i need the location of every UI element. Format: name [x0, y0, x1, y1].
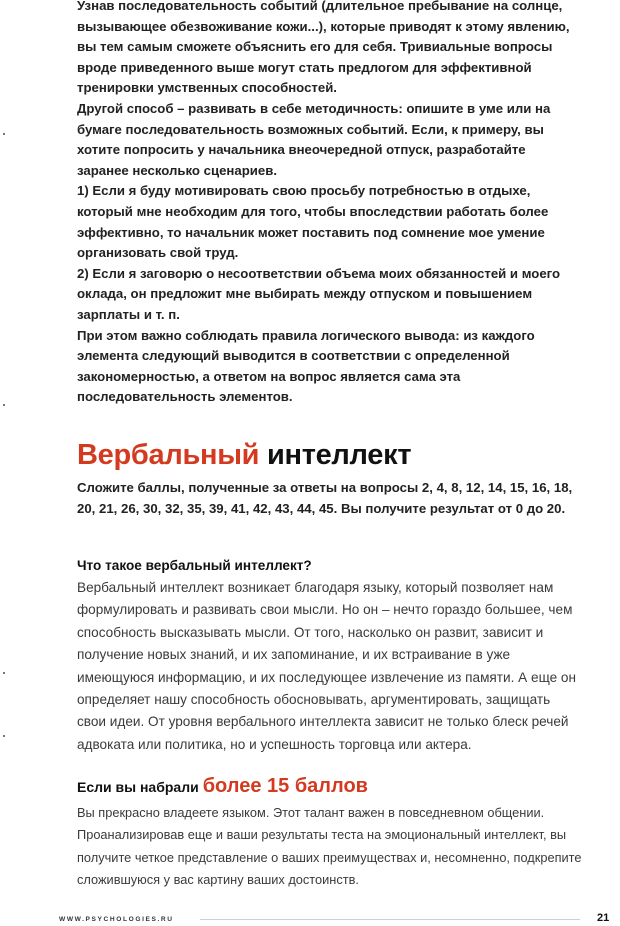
section-title-rest: интеллект: [266, 439, 412, 471]
intro-paragraph: Другой способ – развивать в себе методичность: опишите в уме или на бумаге последовательность возможных событий. Если, к примеру, вы хотите попросить у начальника внеочередной отпуск, разработайте заранее несколько сценариев.: [77, 100, 551, 178]
intro-paragraph: 2) Если я заговорю о несоответствии объема моих обязанностей и моего оклада, он предложит мне выбирать между отпуском и повышением зарплаты и т. п.: [77, 265, 561, 322]
margin-mark: [3, 404, 5, 406]
section-body: Вербальный интеллект возникает благодаря языку, который позволяет нам формулировать и развивать свои мысли. Но он – нечто гораздо большее, чем способность высказывать мысли. От того, насколько он развит, зависит и получение новых знаний, и их запоминание, и их встраивание в уже имеющуюся информацию, и их последующее извлечение из памяти. А еще он определяет нашу способность обосновывать, аргументировать, защищать свои идеи. От уровня вербального интеллекта зависит не только блеск речей адвоката или политика, но и успешность торговца или актера.: [77, 580, 576, 752]
section-title: [77, 437, 411, 473]
page-number: 21: [597, 912, 610, 924]
section-title-accent: Вербальный: [77, 439, 260, 471]
margin-mark: [3, 735, 5, 737]
footer-rule: [200, 919, 580, 920]
score-heading-accent: более 15 баллов: [202, 775, 368, 797]
question-heading: Что такое вербальный интеллект?: [77, 558, 312, 573]
intro-paragraph: При этом важно соблюдать правила логического вывода: из каждого элемента следующий выводится в соответствии с определенной закономерностью, а ответом на вопрос является сама эта последовательность элементов.: [77, 327, 535, 405]
intro-text: [77, 0, 577, 408]
intro-paragraph: Узнав последовательность событий (длительное пребывание на солнце, вызывающее обезвоживание кожи...), которые приводят к этому явлению, вы тем самым сможете объяснить его для себя. Тривиальные вопросы вроде приведенного выше могут стать предлогом для эффективной тренировки умственных способностей.: [77, 0, 570, 96]
score-heading: [77, 775, 368, 798]
margin-mark: [3, 672, 5, 674]
footer-url: WWW.PSYCHOLOGIES.RU: [59, 916, 174, 923]
score-heading-lead: Если вы набрали: [77, 779, 199, 795]
margin-mark: [3, 133, 5, 135]
intro-paragraph: 1) Если я буду мотивировать свою просьбу потребностью в отдыхе, который мне необходим для того, чтобы впоследствии работать более эффективно, то начальник может поставить под сомнение мое умение организовать свой труд.: [77, 183, 549, 261]
score-text: Вы прекрасно владеете языком. Этот талант важен в повседневном общении. Проанализировав еще и ваши результаты теста на эмоциональный интеллект, вы получите четкое представление о ваших преимуществах и, несомненно, подкрепите сложившуюся у вас картину ваших достоинств.: [77, 805, 582, 888]
scoring-instruction: Сложите баллы, полученные за ответы на вопросы 2, 4, 8, 12, 14, 15, 16, 18, 20, 21, 26, 30, 32, 35, 39, 41, 42, 43, 44, 45. Вы получите результат от 0 до 20.: [77, 480, 573, 516]
